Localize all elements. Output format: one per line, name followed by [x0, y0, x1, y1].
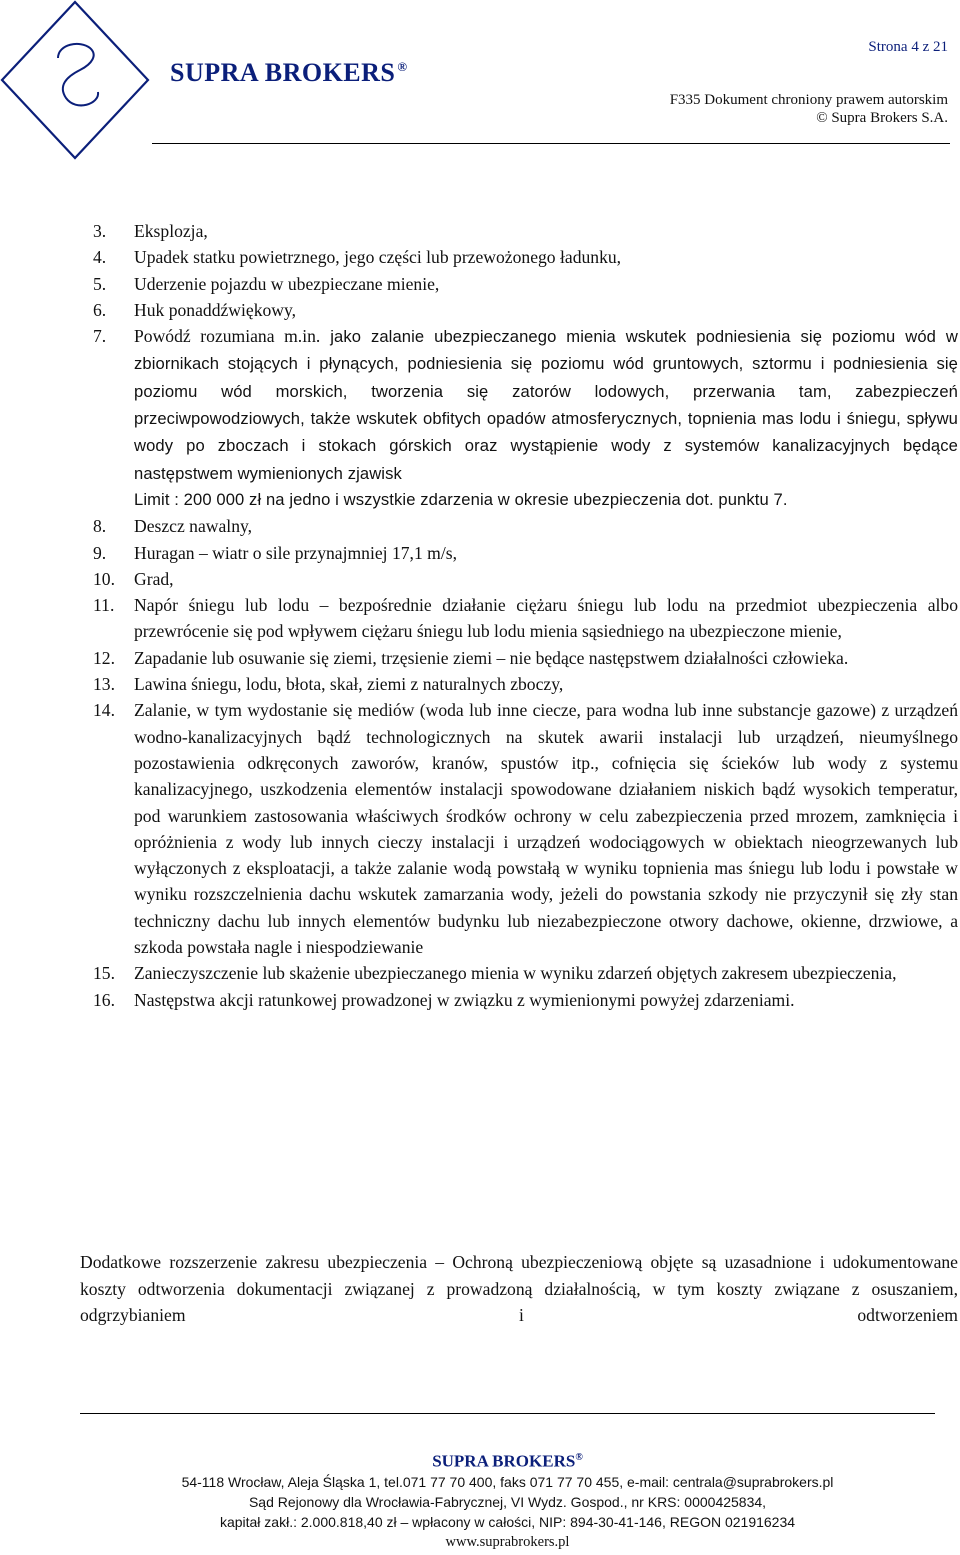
item-number: 6.: [93, 299, 107, 320]
item-number: 7.: [93, 326, 107, 347]
item-number: 8.: [93, 516, 107, 537]
page-footer: [80, 1448, 935, 1552]
item-number: 13.: [93, 674, 115, 695]
page-number: Strona 4 z 21: [868, 39, 948, 55]
list-item: [93, 566, 958, 592]
list-item: [93, 960, 958, 986]
list-item: [93, 513, 958, 539]
list-item-flood: [93, 323, 958, 513]
flood-limit: Limit : 200 000 zł na jedno i wszystkie zdarzenia w okresie ubezpieczenia dot. punktu 7.: [134, 489, 788, 509]
list-item: [93, 671, 958, 697]
item-text: Grad,: [134, 568, 174, 589]
footer-address: 54-118 Wrocław, Aleja Śląska 1, tel.071 77 70 400, faks 071 77 70 455, e-mail: centrala@suprabrokers.pl: [181, 1473, 834, 1490]
footer-divider: [80, 1413, 935, 1414]
item-text: Lawina śniegu, lodu, błota, skał, ziemi z naturalnych zboczy,: [134, 674, 564, 695]
footer-website-link[interactable]: www.suprabrokers.pl: [445, 1533, 570, 1550]
item-text: Następstwa akcji ratunkowej prowadzonej w związku z wymienionymi powyżej zdarzeniami.: [134, 989, 795, 1010]
item-number: 5.: [93, 273, 107, 294]
footer-court: Sąd Rejonowy dla Wrocławia-Fabrycznej, VI Wydz. Gospod., nr KRS: 0000425834,: [248, 1493, 767, 1510]
list-item: [93, 244, 958, 270]
item-number: 12.: [93, 647, 115, 668]
flood-heading: Powódź rozumiana m.in.: [134, 326, 321, 347]
list-item: [93, 697, 958, 960]
item-number: 16.: [93, 989, 115, 1010]
additional-coverage-paragraph: Dodatkowe rozszerzenie zakresu ubezpieczenia – Ochroną ubezpieczeniową objęte są uzasadnione i udokumentowane koszty odtworzenia dokumentacji związanej z prowadzoną działalnością, w tym koszty związane z osuszaniem, odgrzybianiem i odtworzeniem: [80, 1252, 958, 1325]
item-text: [134, 323, 958, 513]
flood-definition: jako zalanie ubezpieczanego mienia wskutek podniesienia się poziomu wód w zbiornikach stojących i płynących, podniesienia się poziomu wód gruntowych, sztormu i podniesienia się poziomu wód morskich, tworzenia się zatorów lodowych, przerwania tam, zabezpieczeń przeciwpowodziowych, także wskutek obfitych opadów atmosferycznych, topnienia mas lodu i śniegu, spływu wody po zboczach i stokach górskich oraz wystąpienie wody z systemów kanalizacyjnych będące następstwem wymienionych zjawisk: [134, 327, 958, 483]
item-text: Upadek statku powietrznego, jego części lub przewożonego ładunku,: [134, 247, 622, 268]
copyright-note: [670, 91, 948, 127]
item-number: 9.: [93, 542, 107, 563]
item-text: Napór śniegu lub lodu – bezpośrednie działanie ciężaru śniegu lub lodu na przedmiot ubezpieczenia albo przewrócenie się pod wpływem ciężaru śniegu lub lodu mienia sąsiedniego na ubezpieczone mienie,: [134, 595, 958, 642]
list-item: [93, 592, 958, 645]
item-text: Zalanie, w tym wydostanie się mediów (woda lub inne ciecze, para wodna lub inne substancje gazowe) z urządzeń wodno-kanalizacyjnych bądź technologicznych na skutek awarii instalacji lub urządzeń, nieumyślnego pozostawienia odkręconych zaworów, kranów, spustów itp., cofnięcia się ścieków lub wody z systemu kanalizacyjnego, uszkodzenia elementów instalacji spowodowane działaniem niskich bądź wysokich temperatur, pod warunkiem zastosowania właściwych środków ochrony w celu zabezpieczenia przed mrozem, zamknięcia i opróżnienia z wody lub innych cieczy instalacji i urządzeń wodociągowych w obiektach nieogrzewanych lub wyłączonych z eksploatacji, a także zalanie wodą powstałą w wyniku topnienia mas śniegu lub lodu i powstałe w wyniku rozszczelnienia dachu wskutek zamarzania wody, jeżeli do powstania szkody nie przyczynił się zły stan techniczny dachu lub innych elementów budynku lub niezabezpieczone otwory dachowe, okienne, drzwiowe, a szkoda powstała nagle i niespodziewanie: [134, 700, 958, 958]
list-item: [93, 218, 958, 244]
brand-name: SUPRA BROKERS ®: [170, 58, 408, 87]
item-number: 4.: [93, 247, 107, 268]
page-header: [0, 0, 960, 160]
list-item: [93, 297, 958, 323]
list-item: [93, 987, 958, 1013]
list-item: [93, 271, 958, 297]
copyright-line-2: © Supra Brokers S.A.: [816, 110, 948, 126]
item-text: Zapadanie lub osuwanie się ziemi, trzęsienie ziemi – nie będące następstwem działalności człowieka.: [134, 647, 849, 668]
item-text: Uderzenie pojazdu w ubezpieczane mienie,: [134, 273, 440, 294]
item-number: 10.: [93, 568, 115, 589]
footer-capital: kapitał zakł.: 2.000.818,40 zł – wpłacony w całości, NIP: 894-30-41-146, REGON 021916234: [219, 1513, 796, 1530]
item-text: Deszcz nawalny,: [134, 516, 253, 537]
item-text: Huk ponaddźwiękowy,: [134, 299, 297, 320]
item-text: Huragan – wiatr o sile przynajmniej 17,1 m/s,: [134, 542, 457, 563]
item-text: Eksplozja,: [134, 221, 208, 241]
list-item: [93, 645, 958, 671]
footer-brand: SUPRA BROKERS®: [432, 1451, 583, 1471]
item-number: 3.: [93, 221, 107, 241]
header-divider: [152, 143, 950, 144]
supra-logo-icon: [0, 0, 150, 160]
item-text: Zanieczyszczenie lub skażenie ubezpieczanego mienia w wyniku zdarzeń objętych zakresem ubezpieczenia,: [134, 963, 897, 984]
list-item: [93, 540, 958, 566]
copyright-line-1: F335 Dokument chroniony prawem autorskim: [669, 92, 948, 108]
risk-list: [93, 218, 958, 1013]
item-number: 14.: [93, 700, 115, 721]
item-number: 11.: [93, 595, 115, 616]
item-number: 15.: [93, 963, 115, 984]
